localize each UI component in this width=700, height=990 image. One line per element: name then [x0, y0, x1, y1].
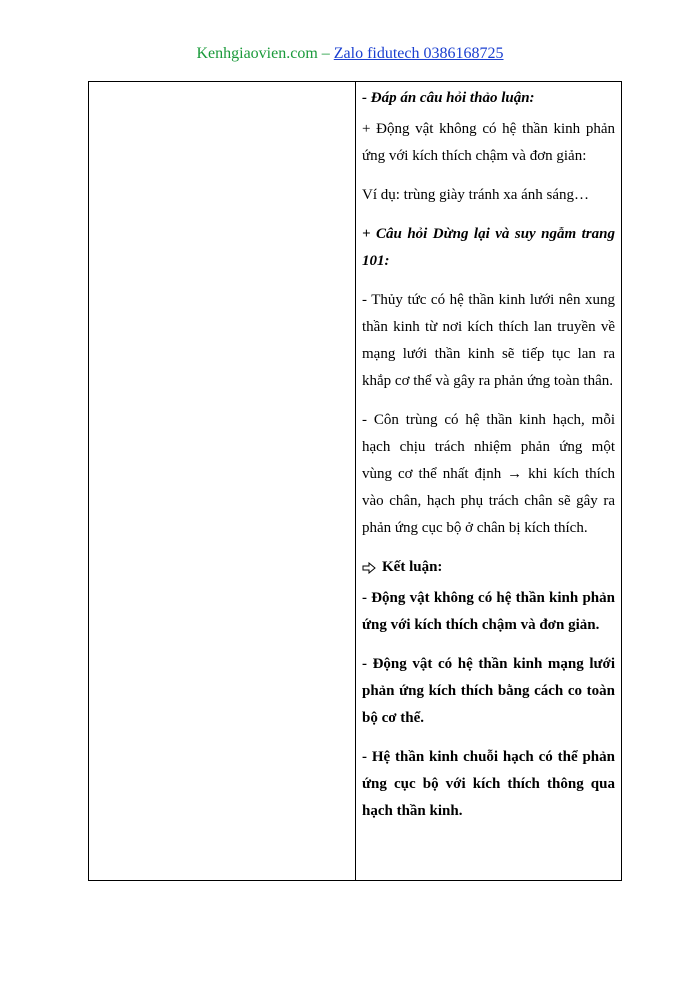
insect-paragraph: - Côn trùng có hệ thần kinh hạch, mỗi hạch chịu trách nhiệm phản ứng một vùng cơ thể nhất định → khi kích thích vào chân, hạch phụ trách chân sẽ gây ra phản ứng cục bộ ở chân bị kích thích. [362, 412, 615, 536]
arrow-right-icon [362, 562, 376, 574]
question-heading: + Câu hỏi Dừng lại và suy ngẫm trang 101: [362, 226, 615, 269]
header-zalo-link[interactable]: Zalo fidutech 0386168725 [333, 45, 504, 62]
header-site: Kenhgiaovien.com [196, 45, 318, 62]
answer-heading: - Đáp án câu hỏi thảo luận: [362, 90, 535, 106]
hydra-paragraph: - Thủy tức có hệ thần kinh lưới nên xung thần kinh từ nơi kích thích lan truyền về mạng lưới thần kinh sẽ tiếp tục lan ra khắp cơ thể và gây ra phản ứng toàn thân. [362, 292, 615, 389]
conclusion-heading: Kết luận: [382, 559, 443, 575]
table-left-column [89, 82, 356, 880]
header-separator: – [317, 45, 334, 62]
table-right-column [356, 82, 621, 880]
conclusion-2: - Động vật có hệ thần kinh mạng lưới phản ứng kích thích bằng cách co toàn bộ cơ thể. [362, 656, 615, 726]
conclusion-3: - Hệ thần kinh chuỗi hạch có thể phản ứng cục bộ với kích thích thông qua hạch thần kinh. [362, 749, 615, 819]
conclusion-1: - Động vật không có hệ thần kinh phản ứng với kích thích chậm và đơn giản. [362, 590, 615, 633]
answer-text: + Động vật không có hệ thần kinh phản ứng với kích thích chậm và đơn giản: [362, 121, 615, 164]
example-text: Ví dụ: trùng giày tránh xa ánh sáng… [362, 187, 590, 203]
page-header [0, 44, 700, 64]
conclusion-heading-row [362, 554, 615, 581]
lesson-table [88, 81, 622, 881]
